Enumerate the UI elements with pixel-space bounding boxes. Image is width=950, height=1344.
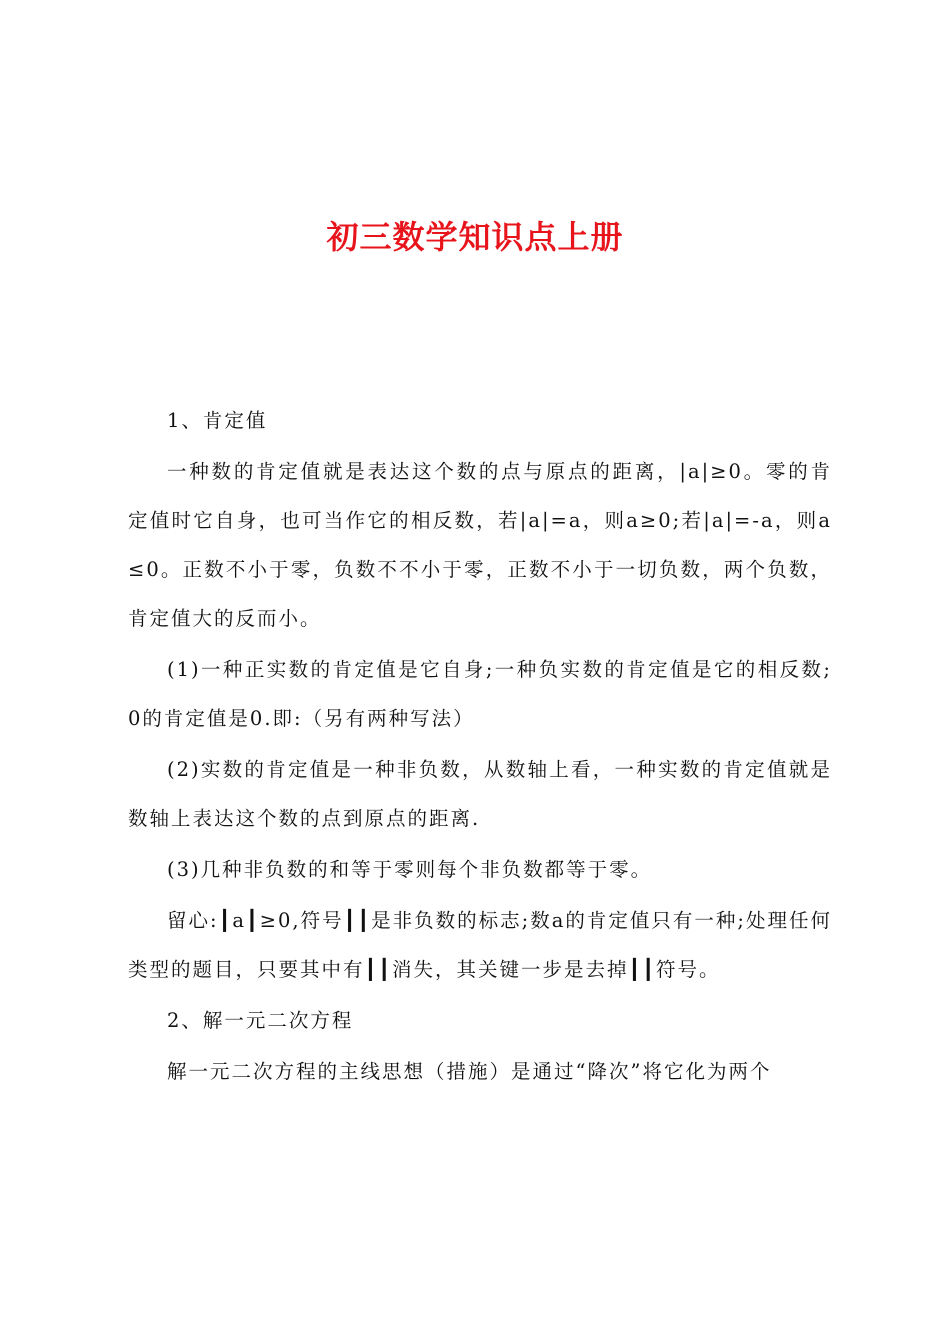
document-body — [128, 396, 832, 1098]
paragraph-point-3: (3)几种非负数的和等于零则每个非负数都等于零。 — [167, 858, 653, 881]
paragraph-point-2: (2)实数的肯定值是一种非负数，从数轴上看，一种实数的肯定值就是数轴上表达这个数的点到原点的距离. — [128, 758, 832, 830]
section-heading-absolute-value: 1、肯定值 — [167, 409, 268, 432]
section-heading-quadratic: 2、解一元二次方程 — [167, 1009, 354, 1032]
paragraph-quadratic-intro: 解一元二次方程的主线思想（措施）是通过“降次”将它化为两个 — [167, 1060, 772, 1083]
paragraph-note: 留心:┃a┃≥0,符号┃┃是非负数的标志;数a的肯定值只有一种;处理任何类型的题目，只要其中有┃┃消失，其关键一步是去掉┃┃符号。 — [128, 909, 832, 981]
paragraph-definition: 一种数的肯定值就是表达这个数的点与原点的距离，|a|≥0。零的肯定值时它自身，也可当作它的相反数，若|a|=a，则a≥0;若|a|=-a，则a≤0。正数不小于零，负数不不小于零，正数不小于一切负数，两个负数，肯定值大的反而小。 — [128, 460, 832, 630]
paragraph-point-1: (1)一种正实数的肯定值是它自身;一种负实数的肯定值是它的相反数;0的肯定值是0.即:（另有两种写法） — [128, 658, 832, 730]
document-title: 初三数学知识点上册 — [326, 218, 624, 256]
